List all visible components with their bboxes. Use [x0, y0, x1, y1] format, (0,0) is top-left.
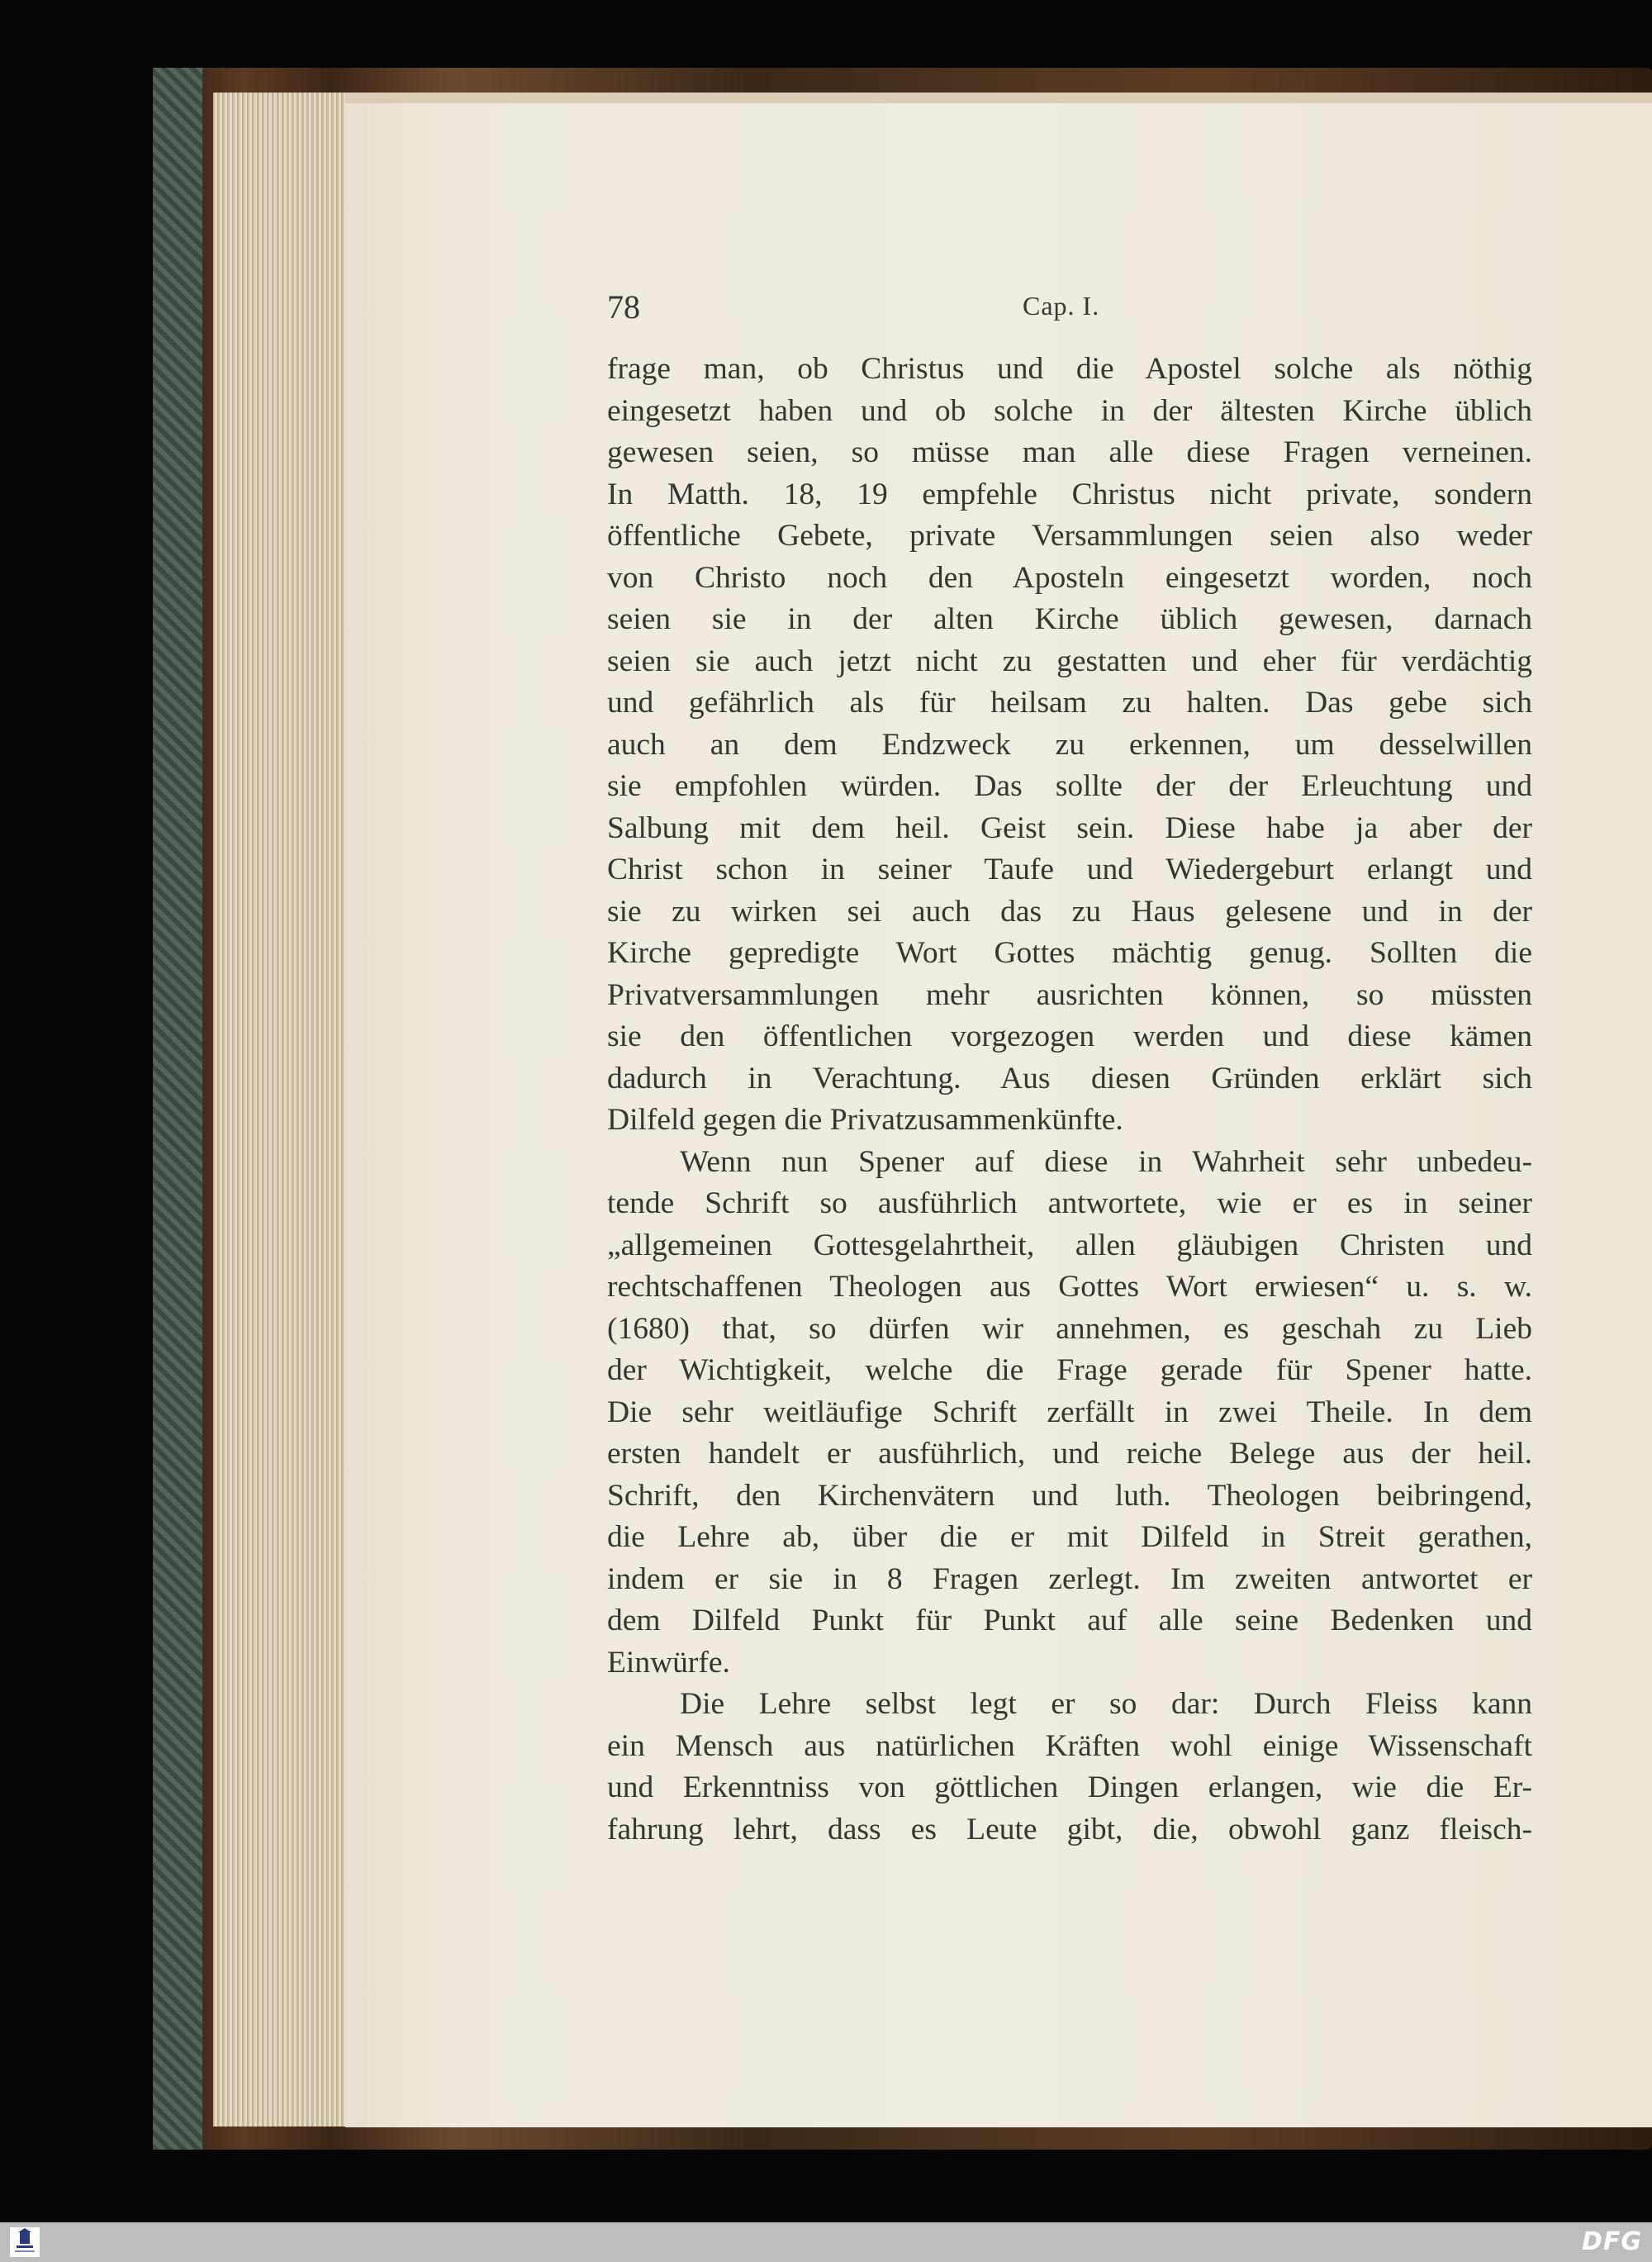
text-line: Privatversammlungen mehr ausrichten können, so müssten [607, 977, 1532, 1012]
text-line: dadurch in Verachtung. Aus diesen Gründen erklärt sich [607, 1061, 1532, 1095]
running-head [607, 288, 1532, 329]
text-line: sie den öffentlichen vorgezogen werden und diese kämen [607, 1019, 1532, 1053]
text-line: Einwürfe. [607, 1645, 730, 1680]
text-line: ersten handelt er ausführlich, und reiche Belege aus der heil. [607, 1437, 1532, 1471]
text-line: seien sie in der alten Kirche üblich gewesen, darnach [607, 602, 1532, 636]
text-line: von Christo noch den Aposteln eingesetzt worden, noch [607, 560, 1532, 595]
viewer-footer [0, 2222, 1652, 2262]
text-line: Die sehr weitläufige Schrift zerfällt in zwei Theile. In dem [607, 1395, 1532, 1429]
text-line: gewesen seien, so müsse man alle diese Fragen verneinen. [607, 435, 1532, 469]
text-line: fahrung lehrt, dass es Leute gibt, die, obwohl ganz fleisch- [607, 1812, 1532, 1846]
text-line: rechtschaffenen Theologen aus Gottes Wort erwiesen“ u. s. w. [607, 1270, 1532, 1304]
text-line: frage man, ob Christus und die Apostel solche als nöthig [607, 352, 1532, 386]
text-line: dem Dilfeld Punkt für Punkt auf alle seine Bedenken und [607, 1604, 1532, 1637]
text-line: Salbung mit dem heil. Geist sein. Diese habe ja aber der [607, 810, 1532, 845]
page-edges [213, 93, 345, 2127]
text-line: die Lehre ab, über die er mit Dilfeld in Streit gerathen, [607, 1520, 1532, 1554]
text-line: Christ schon in seiner Taufe und Wiedergeburt erlangt und [607, 853, 1532, 886]
text-line: öffentliche Gebete, private Versammlungen seien also weder [607, 519, 1532, 553]
text-line: und Erkenntniss von göttlichen Dingen erlangen, wie die Er- [607, 1770, 1532, 1804]
text-line: indem er sie in 8 Fragen zerlegt. Im zweiten antwortet er [607, 1561, 1532, 1596]
text-line: „allgemeinen Gottesgelahrtheit, allen gläubigen Christen und [607, 1228, 1532, 1262]
text-line: Die Lehre selbst legt er so dar: Durch Fleiss kann [680, 1687, 1532, 1721]
text-line: (1680) that, so dürfen wir annehmen, es geschah zu Lieb [607, 1311, 1532, 1346]
text-line: sie empfohlen würden. Das sollte der der Erleuchtung und [607, 769, 1532, 803]
text-line: und gefährlich als für heilsam zu halten. Das gebe sich [607, 686, 1532, 720]
text-line: seien sie auch jetzt nicht zu gestatten und eher für verdächtig [607, 644, 1532, 678]
text-line: eingesetzt haben und ob solche in der ältesten Kirche üblich [607, 393, 1532, 428]
dfg-logo: DFG [1581, 2227, 1642, 2256]
text-line: sie zu wirken sei auch das zu Haus gelesene und in der [607, 894, 1532, 929]
text-line: Dilfeld gegen die Privatzusammenkünfte. [607, 1103, 1123, 1137]
text-line: Kirche gepredigte Wort Gottes mächtig genug. Sollten die [607, 936, 1532, 970]
chapter-title: Cap. I. [1023, 291, 1100, 321]
text-line: ein Mensch aus natürlichen Kräften wohl einige Wissenschaft [607, 1728, 1532, 1763]
book-spine-cloth [153, 68, 202, 2150]
body-text [607, 349, 1532, 1851]
text-line: auch an dem Endzweck zu erkennen, um desselwillen [607, 727, 1532, 762]
page-number: 78 [607, 288, 640, 326]
text-line: der Wichtigkeit, welche die Frage gerade für Spener hatte. [607, 1353, 1532, 1387]
text-line: Schrift, den Kirchenvätern und luth. Theologen beibringend, [607, 1478, 1532, 1513]
text-line: In Matth. 18, 19 empfehle Christus nicht private, sondern [607, 477, 1532, 511]
text-line: Wenn nun Spener auf diese in Wahrheit sehr unbedeu- [680, 1144, 1532, 1179]
library-logo-icon [10, 2227, 40, 2257]
text-line: tende Schrift so ausführlich antwortete, wie er es in seiner [607, 1186, 1532, 1220]
